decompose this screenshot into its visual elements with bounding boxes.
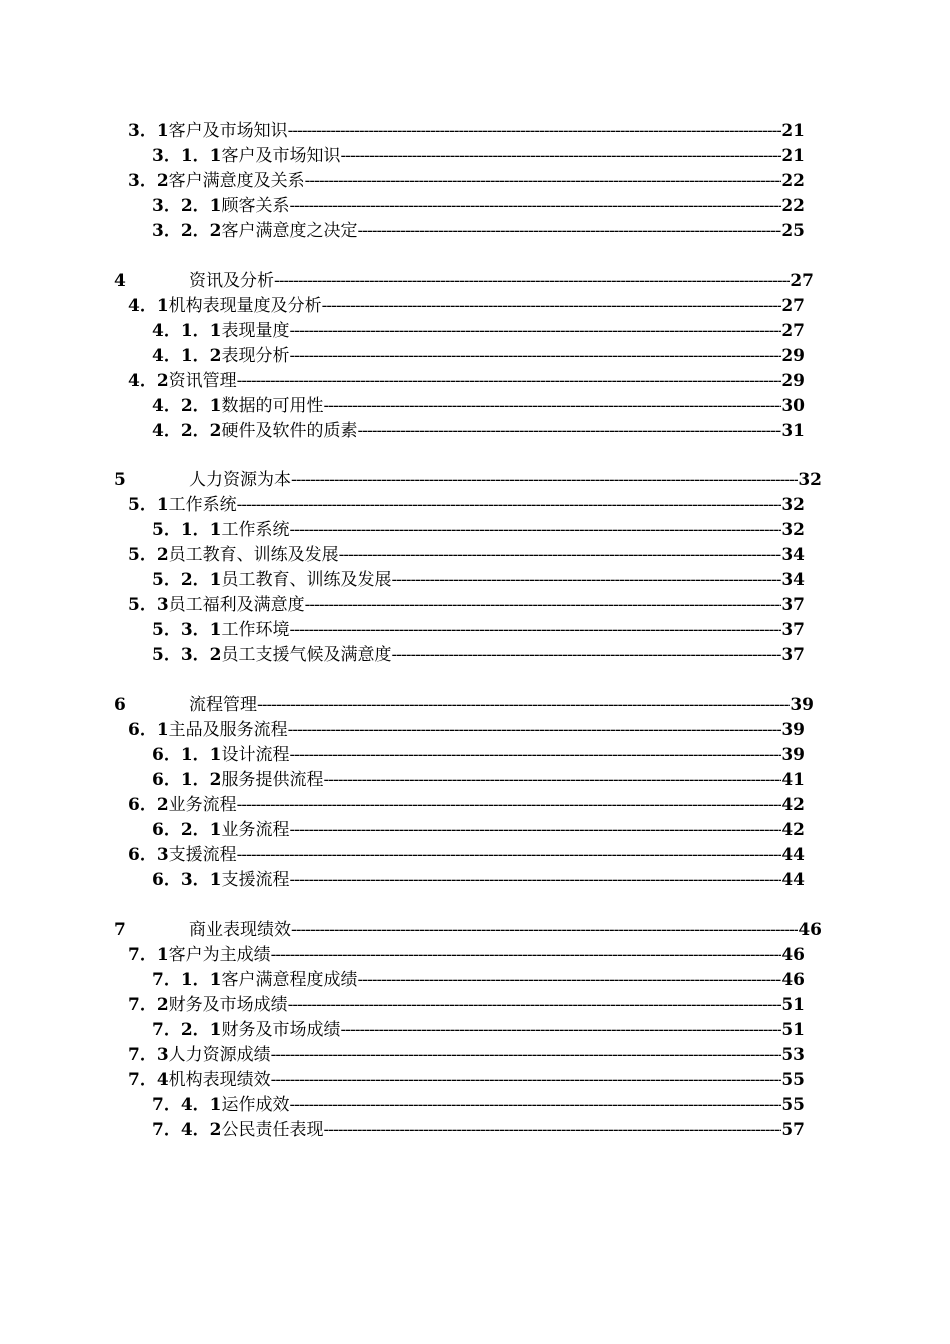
toc-entry-level-1[interactable] <box>0 693 950 718</box>
toc-page-number: 44 <box>781 870 805 891</box>
toc-number: 5．1．1 <box>152 520 222 541</box>
toc-number: 7．4 <box>128 1069 169 1090</box>
toc-page-number: 55 <box>781 1069 805 1090</box>
toc-number: 7．4．1 <box>152 1094 222 1115</box>
toc-entry-level-3[interactable] <box>0 643 950 668</box>
toc-dot-leader <box>290 194 782 219</box>
toc-entry-level-3[interactable] <box>0 618 950 643</box>
toc-page-number: 34 <box>781 570 805 591</box>
toc-dot-leader <box>290 1093 782 1118</box>
toc-number: 7 <box>114 919 126 940</box>
toc-entry-line <box>114 918 822 943</box>
toc-title: 人力资源成绩 <box>168 1044 271 1065</box>
toc-entry-line <box>114 269 814 294</box>
toc-dot-leader <box>257 693 790 718</box>
toc-entry-level-2[interactable] <box>0 718 950 743</box>
toc-number: 5．2 <box>128 545 169 566</box>
toc-entry-line <box>152 768 805 793</box>
toc-number: 3．2．1 <box>152 196 222 216</box>
toc-entry-level-2[interactable] <box>0 369 950 394</box>
toc-page-number: 34 <box>781 545 805 566</box>
toc-title: 数据的可用性 <box>221 395 324 416</box>
toc-dot-leader <box>291 918 798 943</box>
toc-title: 员工教育、训练及发展 <box>168 545 339 566</box>
toc-entry-line <box>152 968 805 993</box>
toc-entry-level-3[interactable] <box>0 144 950 169</box>
toc-entry-line <box>128 369 805 394</box>
toc-title: 客户满意程度成绩 <box>221 969 358 990</box>
toc-entry-line <box>128 543 805 568</box>
toc-entry-line <box>128 169 805 194</box>
toc-page-number: 27 <box>781 295 805 316</box>
toc-number: 4．1．2 <box>152 345 222 366</box>
toc-title: 公民责任表现 <box>221 1119 324 1140</box>
toc-page-number: 41 <box>781 770 805 791</box>
toc-dot-leader <box>305 169 782 194</box>
toc-page-number: 32 <box>781 520 805 541</box>
toc-title: 客户满意度及关系 <box>168 171 305 191</box>
toc-page-number: 37 <box>781 620 805 641</box>
toc-title: 财务及市场成绩 <box>168 994 288 1015</box>
toc-title: 工作系统 <box>168 495 237 516</box>
section-gap <box>0 244 950 269</box>
toc-number: 6．2 <box>128 795 169 816</box>
table-of-contents <box>0 119 950 1143</box>
toc-page-number: 51 <box>781 994 805 1015</box>
toc-title: 服务提供流程 <box>221 770 324 791</box>
toc-page-number: 51 <box>781 1019 805 1040</box>
toc-entry-level-3[interactable] <box>0 394 950 419</box>
toc-dot-leader <box>237 843 782 868</box>
toc-page-number: 29 <box>781 345 805 366</box>
toc-page-number: 22 <box>781 196 805 216</box>
toc-page-number: 39 <box>781 745 805 766</box>
toc-number: 4．2 <box>128 370 169 391</box>
toc-number: 4．1．1 <box>152 320 222 341</box>
toc-dot-leader <box>392 568 782 593</box>
toc-title: 机构表现量度及分析 <box>168 295 322 316</box>
toc-number: 4．2．1 <box>152 395 222 416</box>
toc-entry-level-2[interactable] <box>0 543 950 568</box>
toc-page-number: 44 <box>781 845 805 866</box>
toc-number: 7．2 <box>128 994 169 1015</box>
toc-title: 客户及市场知识 <box>168 121 288 141</box>
toc-title: 支援流程 <box>221 870 290 891</box>
toc-number: 7．1 <box>128 944 169 965</box>
toc-dot-leader <box>290 868 782 893</box>
toc-entry-level-3[interactable] <box>0 518 950 543</box>
toc-entry-level-1[interactable] <box>0 269 950 294</box>
toc-dot-leader <box>358 968 782 993</box>
toc-dot-leader <box>341 1018 782 1043</box>
toc-number: 4．2．2 <box>152 420 222 441</box>
toc-dot-leader <box>288 718 782 743</box>
toc-page-number: 37 <box>781 645 805 666</box>
toc-number: 7．4．2 <box>152 1119 222 1140</box>
toc-entry-level-3[interactable] <box>0 319 950 344</box>
toc-entry-line <box>152 394 805 419</box>
toc-title: 客户及市场知识 <box>221 146 341 166</box>
toc-page-number: 39 <box>781 720 805 741</box>
toc-title: 业务流程 <box>168 795 237 816</box>
toc-entry-line <box>152 868 805 893</box>
toc-entry-line <box>152 219 805 244</box>
toc-title: 财务及市场成绩 <box>221 1019 341 1040</box>
toc-title: 资讯管理 <box>168 370 237 391</box>
toc-entry-level-3[interactable] <box>0 419 950 444</box>
toc-dot-leader <box>305 593 782 618</box>
toc-entry-line <box>128 1043 805 1068</box>
toc-number: 6．1．1 <box>152 745 222 766</box>
toc-dot-leader <box>392 643 782 668</box>
toc-dot-leader <box>274 269 790 294</box>
toc-entry-level-3[interactable] <box>0 1093 950 1118</box>
toc-number: 5．2．1 <box>152 570 222 591</box>
toc-entry-level-1[interactable] <box>0 468 950 493</box>
toc-entry-level-2[interactable] <box>0 1043 950 1068</box>
toc-entry-line <box>128 294 805 319</box>
toc-entry-line <box>152 743 805 768</box>
toc-dot-leader <box>271 1043 782 1068</box>
toc-entry-level-2[interactable] <box>0 119 950 144</box>
toc-entry-level-2[interactable] <box>0 943 950 968</box>
toc-dot-leader <box>271 1068 782 1093</box>
toc-dot-leader <box>290 319 782 344</box>
toc-dot-leader <box>339 543 782 568</box>
toc-entry-line <box>128 1068 805 1093</box>
toc-entry-line <box>128 943 805 968</box>
toc-page-number: 42 <box>781 820 805 841</box>
toc-number: 5 <box>114 470 126 491</box>
toc-entry-line <box>152 1093 805 1118</box>
toc-entry-line <box>128 593 805 618</box>
toc-dot-leader <box>341 144 782 169</box>
toc-number: 3．1 <box>128 121 169 141</box>
toc-number: 6．3 <box>128 845 169 866</box>
toc-entry-level-2[interactable] <box>0 493 950 518</box>
toc-dot-leader <box>290 618 782 643</box>
toc-number: 5．3．2 <box>152 645 222 666</box>
toc-number: 3．2 <box>128 171 169 191</box>
toc-entry-level-2[interactable] <box>0 294 950 319</box>
toc-page-number: 46 <box>781 944 805 965</box>
toc-title: 人力资源为本 <box>189 470 291 491</box>
toc-entry-line <box>152 194 805 219</box>
toc-entry-line <box>152 1118 805 1143</box>
toc-page-number: 22 <box>781 171 805 191</box>
toc-page-number: 53 <box>781 1044 805 1065</box>
toc-page-number: 27 <box>781 320 805 341</box>
toc-page-number: 46 <box>798 919 822 940</box>
toc-page-number: 29 <box>781 370 805 391</box>
toc-title: 表现分析 <box>221 345 290 366</box>
toc-entry-line <box>152 144 805 169</box>
toc-title: 商业表现绩效 <box>189 919 291 940</box>
toc-entry-line <box>152 818 805 843</box>
toc-entry-line <box>114 693 814 718</box>
toc-title: 流程管理 <box>189 695 257 716</box>
toc-entry-line <box>152 568 805 593</box>
toc-page-number: 25 <box>781 221 805 241</box>
toc-entry-line <box>152 419 805 444</box>
toc-page-number: 37 <box>781 595 805 616</box>
toc-title: 机构表现绩效 <box>168 1069 271 1090</box>
toc-title: 顾客关系 <box>221 196 290 216</box>
toc-page-number: 57 <box>781 1119 805 1140</box>
toc-dot-leader <box>322 294 782 319</box>
toc-number: 4．1 <box>128 295 169 316</box>
toc-entry-level-3[interactable] <box>0 568 950 593</box>
toc-number: 6．1 <box>128 720 169 741</box>
toc-title: 工作系统 <box>221 520 290 541</box>
toc-page-number: 55 <box>781 1094 805 1115</box>
toc-entry-level-1[interactable] <box>0 918 950 943</box>
toc-dot-leader <box>237 793 782 818</box>
toc-entry-line <box>128 793 805 818</box>
toc-entry-level-3[interactable] <box>0 194 950 219</box>
toc-dot-leader <box>324 394 782 419</box>
toc-entry-line <box>152 518 805 543</box>
toc-number: 7．3 <box>128 1044 169 1065</box>
toc-entry-line <box>152 319 805 344</box>
toc-entry-level-3[interactable] <box>0 768 950 793</box>
toc-entry-level-3[interactable] <box>0 868 950 893</box>
toc-title: 资讯及分析 <box>189 270 274 291</box>
toc-title: 员工福利及满意度 <box>168 595 305 616</box>
toc-page-number: 21 <box>781 146 805 166</box>
toc-number: 6．3．1 <box>152 870 222 891</box>
toc-page-number: 27 <box>790 270 814 291</box>
toc-entry-line <box>128 718 805 743</box>
toc-entry-level-2[interactable] <box>0 843 950 868</box>
toc-dot-leader <box>237 369 782 394</box>
toc-dot-leader <box>288 993 782 1018</box>
toc-title: 客户为主成绩 <box>168 944 271 965</box>
toc-dot-leader <box>290 344 782 369</box>
toc-page-number: 42 <box>781 795 805 816</box>
toc-dot-leader <box>358 419 782 444</box>
toc-dot-leader <box>237 493 782 518</box>
toc-dot-leader <box>290 743 782 768</box>
toc-entry-level-3[interactable] <box>0 1118 950 1143</box>
toc-page-number: 30 <box>781 395 805 416</box>
toc-title: 支援流程 <box>168 845 237 866</box>
toc-entry-level-2[interactable] <box>0 593 950 618</box>
section-gap <box>0 668 950 693</box>
toc-dot-leader <box>288 119 782 144</box>
toc-title: 表现量度 <box>221 320 290 341</box>
toc-title: 员工教育、训练及发展 <box>221 570 392 591</box>
toc-number: 6．2．1 <box>152 820 222 841</box>
toc-number: 4 <box>114 270 126 291</box>
toc-page-number: 21 <box>781 121 805 141</box>
toc-number: 6 <box>114 695 126 716</box>
section-gap <box>0 893 950 918</box>
toc-number: 3．2．2 <box>152 221 222 241</box>
toc-entry-level-2[interactable] <box>0 793 950 818</box>
toc-number: 5．3 <box>128 595 169 616</box>
toc-entry-line <box>152 344 805 369</box>
toc-title: 工作环境 <box>221 620 290 641</box>
toc-dot-leader <box>324 1118 782 1143</box>
toc-entry-level-2[interactable] <box>0 1068 950 1093</box>
toc-title: 硬件及软件的质素 <box>221 420 358 441</box>
toc-entry-line <box>128 493 805 518</box>
toc-title: 业务流程 <box>221 820 290 841</box>
toc-entry-level-3[interactable] <box>0 743 950 768</box>
toc-title: 员工支援气候及满意度 <box>221 645 392 666</box>
toc-page-number: 32 <box>798 470 822 491</box>
toc-page-number: 39 <box>790 695 814 716</box>
toc-entry-level-3[interactable] <box>0 968 950 993</box>
toc-number: 7．1．1 <box>152 969 222 990</box>
toc-title: 主品及服务流程 <box>168 720 288 741</box>
toc-page-number: 46 <box>781 969 805 990</box>
toc-dot-leader <box>358 219 782 244</box>
toc-number: 7．2．1 <box>152 1019 222 1040</box>
toc-entry-level-3[interactable] <box>0 818 950 843</box>
toc-dot-leader <box>290 818 782 843</box>
toc-page-number: 32 <box>781 495 805 516</box>
toc-number: 5．3．1 <box>152 620 222 641</box>
toc-entry-line <box>128 993 805 1018</box>
toc-dot-leader <box>291 468 798 493</box>
toc-entry-line <box>128 119 805 144</box>
toc-entry-level-3[interactable] <box>0 1018 950 1043</box>
toc-dot-leader <box>324 768 782 793</box>
toc-entry-level-3[interactable] <box>0 344 950 369</box>
toc-number: 3．1．1 <box>152 146 222 166</box>
toc-entry-line <box>152 1018 805 1043</box>
toc-entry-line <box>152 618 805 643</box>
toc-entry-line <box>152 643 805 668</box>
toc-entry-line <box>128 843 805 868</box>
toc-dot-leader <box>271 943 782 968</box>
toc-number: 5．1 <box>128 495 169 516</box>
toc-dot-leader <box>290 518 782 543</box>
toc-number: 6．1．2 <box>152 770 222 791</box>
toc-entry-level-3[interactable] <box>0 219 950 244</box>
toc-page-number: 31 <box>781 420 805 441</box>
section-gap <box>0 444 950 469</box>
toc-title: 设计流程 <box>221 745 290 766</box>
toc-entry-level-2[interactable] <box>0 993 950 1018</box>
toc-title: 客户满意度之决定 <box>221 221 358 241</box>
toc-title: 运作成效 <box>221 1094 290 1115</box>
toc-entry-level-2[interactable] <box>0 169 950 194</box>
toc-entry-line <box>114 468 822 493</box>
